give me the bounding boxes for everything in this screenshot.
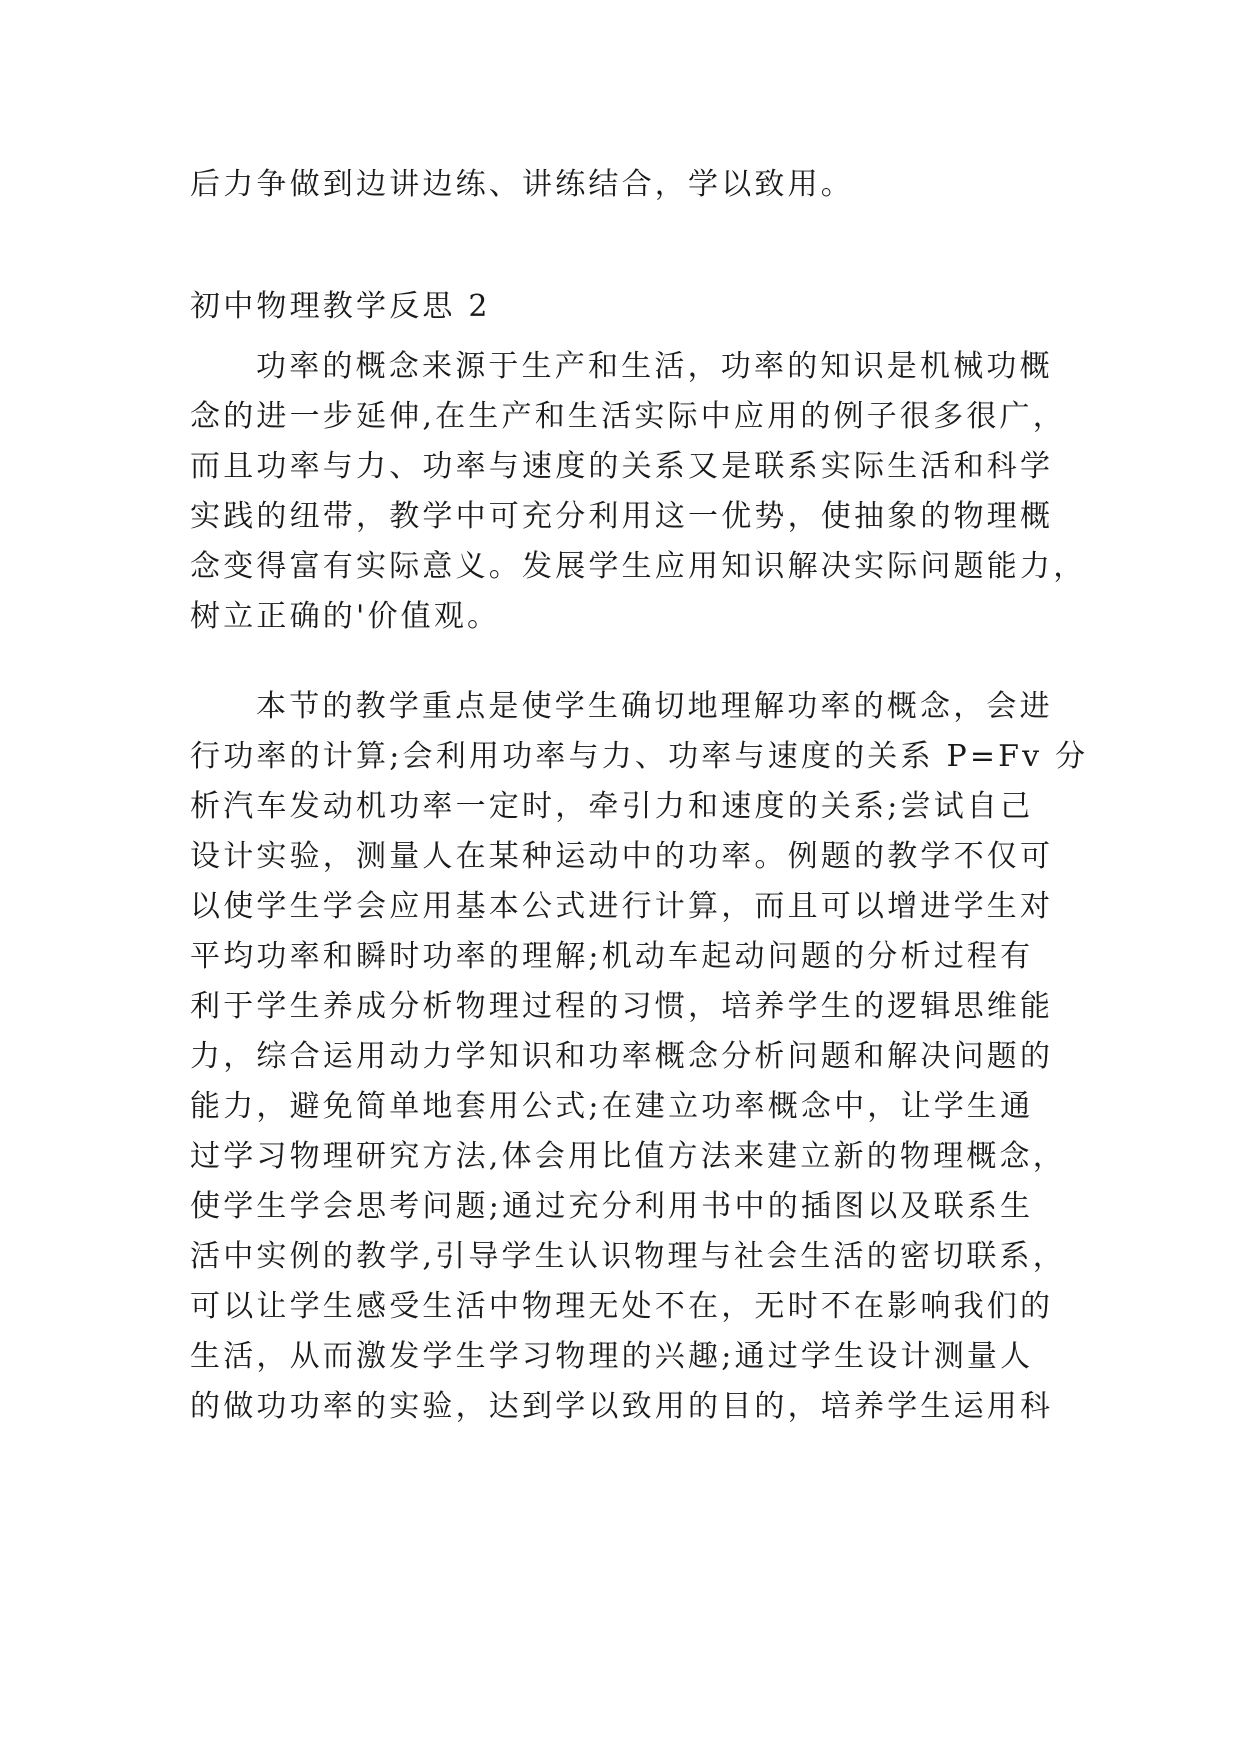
paragraph-line: 可以让学生感受生活中物理无处不在，无时不在影响我们的 <box>190 1289 1054 1324</box>
paragraph-line: 而且功率与力、功率与速度的关系又是联系实际生活和科学 <box>190 449 1054 484</box>
paragraph-teaching-focus <box>190 682 1089 1432</box>
paragraph-concept-of-power <box>190 342 1087 642</box>
section-heading <box>190 282 1050 332</box>
paragraph-line: 力，综合运用动力学知识和功率概念分析问题和解决问题的 <box>190 1039 1054 1074</box>
paragraph-line: 以使学生学会应用基本公式进行计算，而且可以增进学生对 <box>190 889 1054 924</box>
section-heading-text: 初中物理教学反思 2 <box>190 289 491 324</box>
paragraph-line: 设计实验，测量人在某种运动中的功率。例题的教学不仅可 <box>190 839 1054 874</box>
paragraph-line: 实践的纽带，教学中可充分利用这一优势，使抽象的物理概 <box>190 499 1054 534</box>
paragraph-line: 过学习物理研究方法,体会用比值方法来建立新的物理概念， <box>190 1139 1066 1174</box>
paragraph-line: 本节的教学重点是使学生确切地理解功率的概念，会进 <box>256 689 1053 724</box>
paragraph-line: 生活，从而激发学生学习物理的兴趣;通过学生设计测量人 <box>190 1339 1034 1374</box>
paragraph-line: 行功率的计算;会利用功率与力、功率与速度的关系 P=Fv 分 <box>190 739 1089 774</box>
paragraph-line: 后力争做到边讲边练、讲练结合，学以致用。 <box>190 167 854 202</box>
paragraph-line: 利于学生养成分析物理过程的习惯，培养学生的逻辑思维能 <box>190 989 1054 1024</box>
paragraph-line: 使学生学会思考问题;通过充分利用书中的插图以及联系生 <box>190 1189 1034 1224</box>
paragraph-line: 念变得富有实际意义。发展学生应用知识解决实际问题能力， <box>190 549 1087 584</box>
paragraph-line: 活中实例的教学,引导学生认识物理与社会生活的密切联系， <box>190 1239 1066 1274</box>
paragraph-line: 树立正确的'价值观。 <box>190 599 501 634</box>
paragraph-line: 平均功率和瞬时功率的理解;机动车起动问题的分析过程有 <box>190 939 1034 974</box>
paragraph-line: 析汽车发动机功率一定时，牵引力和速度的关系;尝试自己 <box>190 789 1034 824</box>
continuation-paragraph <box>190 160 1050 210</box>
paragraph-line: 念的进一步延伸,在生产和生活实际中应用的例子很多很广， <box>190 399 1066 434</box>
paragraph-line: 功率的概念来源于生产和生活，功率的知识是机械功概 <box>256 349 1053 384</box>
paragraph-line: 的做功功率的实验，达到学以致用的目的，培养学生运用科 <box>190 1389 1054 1424</box>
paragraph-line: 能力，避免简单地套用公式;在建立功率概念中，让学生通 <box>190 1089 1034 1124</box>
